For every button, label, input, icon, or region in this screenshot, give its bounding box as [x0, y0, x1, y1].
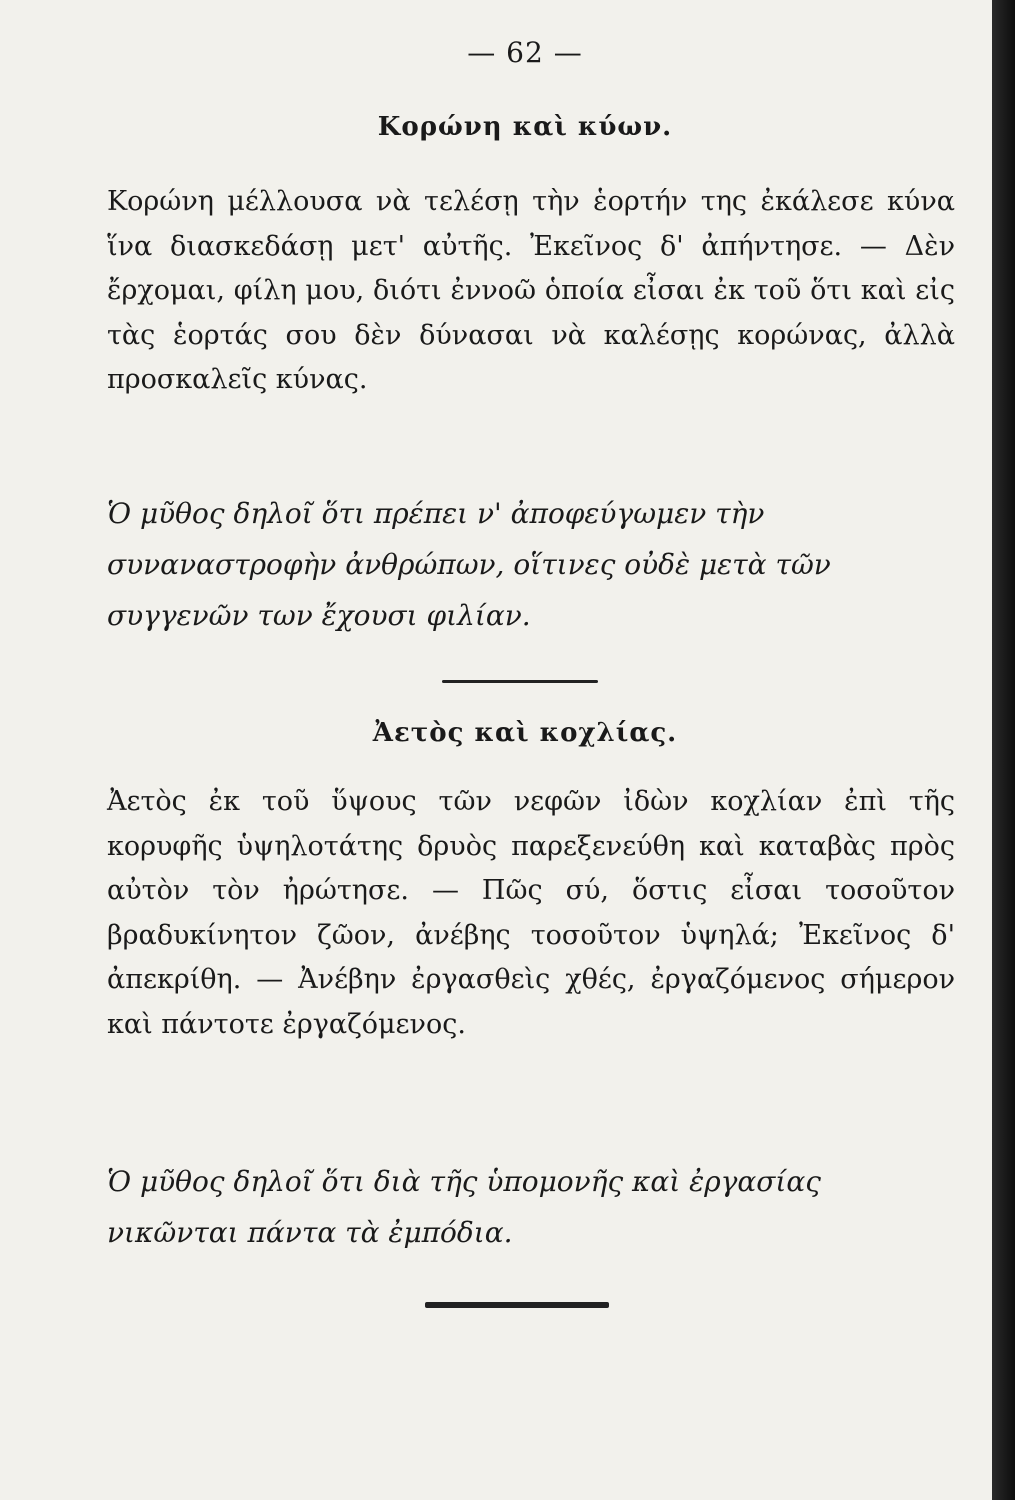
fable-title-eagle-and-snail: Ἀετὸς καὶ κοχλίας.	[372, 718, 678, 748]
fable-title-crow-and-dog: Κορώνη καὶ κύων.	[377, 112, 673, 142]
page-number: — 62 —	[467, 36, 583, 69]
section-divider	[442, 680, 598, 683]
end-divider	[425, 1302, 609, 1308]
fable-text-crow-and-dog: Κορώνη μέλλουσα νὰ τελέσῃ τὴν ἑορτήν της ἐκάλεσε κύνα ἵνα διασκεδάσῃ μετ' αὐτῆς. Ἐκεῖνος δ' ἀπήντησε. — Δὲν ἔρχομαι, φίλη μου, διότι ἐννοῶ ὁποία εἶσαι ἐκ τοῦ ὅτι καὶ εἰς τὰς ἑορτάς σου δὲν δύνασαι νὰ καλέσῃς κορώνας, ἀλλὰ προσκαλεῖς κύνας.	[107, 186, 955, 396]
fable-text-eagle-and-snail: Ἀετὸς ἐκ τοῦ ὕψους τῶν νεφῶν ἰδὼν κοχλίαν ἐπὶ τῆς κορυφῆς ὑψηλοτάτης δρυὸς παρεξενεύθη καὶ καταβὰς πρὸς αὐτὸν τὸν ἠρώτησε. — Πῶς σύ, ὅστις εἶσαι τοσοῦτον βραδυκίνητον ζῶον, ἀνέβης τοσοῦτον ὑψηλά; Ἐκεῖνος δ' ἀπεκρίθη. — Ἀνέβην ἐργασθεὶς χθές, ἐργαζόμενος σήμερον καὶ πάντοτε ἐργαζόμενος.	[107, 786, 955, 1040]
fable-moral-crow-and-dog: Ὁ μῦθος δηλοῖ ὅτι πρέπει ν' ἀποφεύγωμεν τὴν συναναστροφὴν ἀνθρώπων, οἵτινες οὐδὲ μετὰ τῶν συγγενῶν των ἔχουσι φιλίαν.	[107, 497, 831, 632]
fable-moral-eagle-and-snail: Ὁ μῦθος δηλοῖ ὅτι διὰ τῆς ὑπομονῆς καὶ ἐργασίας νικῶνται πάντα τὰ ἐμπόδια.	[107, 1165, 821, 1249]
page-edge-shadow	[992, 0, 1015, 1500]
